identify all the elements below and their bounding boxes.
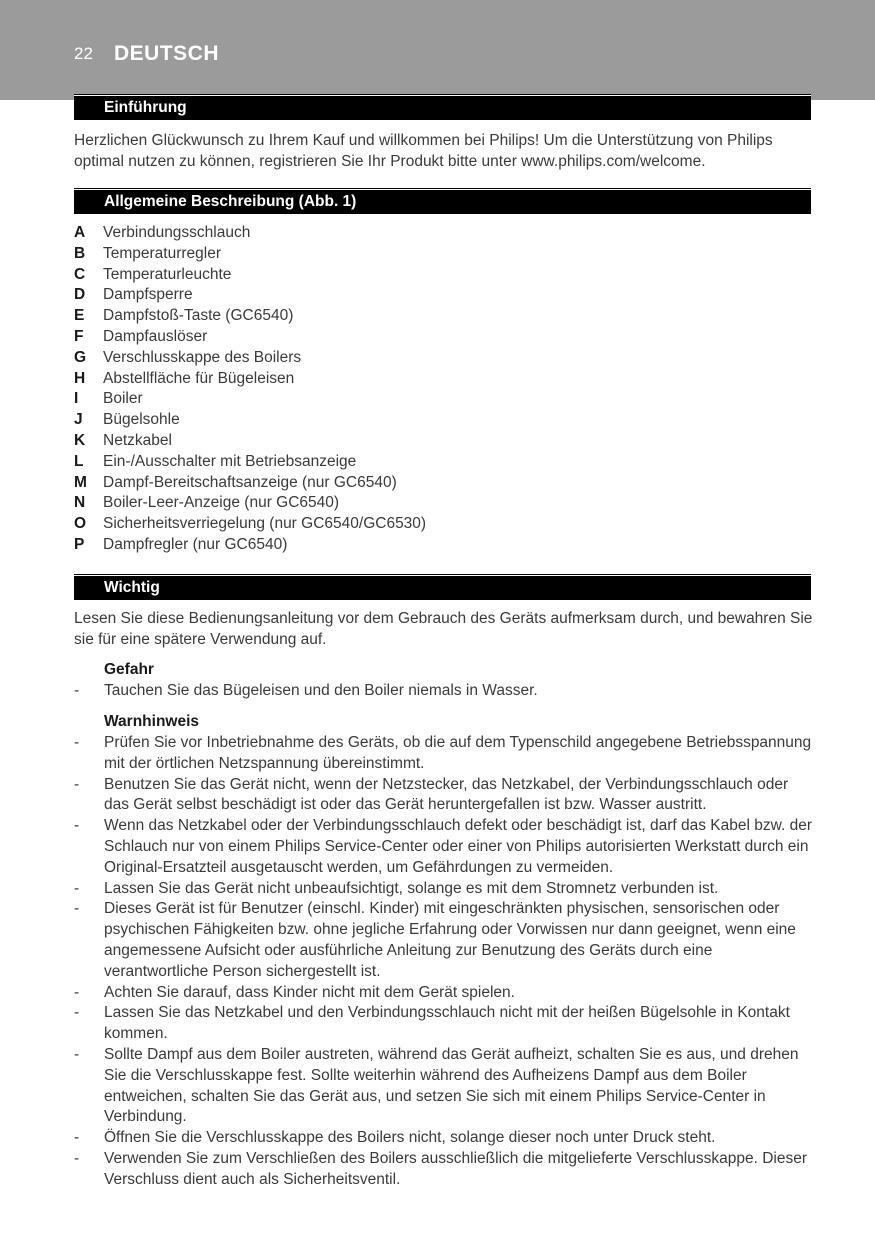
part-item — [74, 389, 774, 410]
part-label: Bügelsohle — [103, 411, 180, 429]
part-letter: C — [74, 265, 86, 283]
part-label: Boiler — [103, 390, 143, 408]
part-item — [74, 327, 774, 348]
section-intro-title: Einführung — [104, 99, 187, 116]
important-paragraph: Lesen Sie diese Bedienungsanleitung vor dem Gebrauch des Geräts aufmerksam durch, und bewahren Sie sie für eine spätere Verwendung auf. — [74, 610, 813, 648]
bullet-marker: - — [74, 775, 80, 793]
part-letter: P — [74, 535, 85, 553]
part-item — [74, 410, 774, 431]
part-item — [74, 473, 774, 494]
bullet-item — [74, 816, 814, 878]
part-item — [74, 265, 774, 286]
bullet-item — [74, 1149, 814, 1191]
part-label: Temperaturregler — [103, 244, 222, 262]
danger-list — [74, 681, 814, 702]
warning-heading: Warnhinweis — [104, 713, 200, 730]
part-label: Verbindungsschlauch — [103, 224, 251, 241]
part-label: Verschlusskappe des Boilers — [103, 348, 302, 366]
part-item — [74, 348, 774, 369]
part-item — [74, 306, 774, 327]
bullet-item — [74, 775, 814, 817]
bullet-marker: - — [74, 682, 80, 699]
part-letter: A — [74, 224, 86, 241]
intro-paragraph: Herzlichen Glückwunsch zu Ihrem Kauf und willkommen bei Philips! Um die Unterstützung von Philips optimal nutzen zu können, registrieren Sie Ihr Produkt bitte unter www.philips.com/welcome. — [74, 132, 773, 170]
bullet-item — [74, 733, 814, 775]
part-label: Dampfsperre — [103, 286, 193, 304]
danger-heading: Gefahr — [104, 661, 154, 678]
bullet-text: Benutzen Sie das Gerät nicht, wenn der Netzstecker, das Netzkabel, der Verbindungsschlauch oder das Gerät selbst beschädigt ist oder das Gerät heruntergefallen ist bzw. Wasser austritt. — [104, 775, 789, 814]
part-item — [74, 431, 774, 452]
part-label: Temperaturleuchte — [103, 265, 232, 283]
bullet-text: Tauchen Sie das Bügeleisen und den Boiler niemals in Wasser. — [104, 682, 538, 699]
part-label: Abstellfläche für Bügeleisen — [103, 369, 295, 387]
part-item — [74, 514, 774, 535]
part-letter: G — [74, 348, 87, 366]
bullet-text: Öffnen Sie die Verschlusskappe des Boilers nicht, solange dieser noch unter Druck steht. — [104, 1129, 716, 1147]
bullet-text: Achten Sie darauf, dass Kinder nicht mit dem Gerät spielen. — [104, 983, 515, 1001]
part-letter: B — [74, 244, 86, 262]
bullet-marker: - — [74, 1149, 80, 1167]
bullet-text: Lassen Sie das Gerät nicht unbeaufsichtigt, solange es mit dem Stromnetz verbunden ist. — [104, 879, 719, 897]
part-item — [74, 223, 774, 244]
bullet-item — [74, 1045, 814, 1128]
bullet-marker: - — [74, 1045, 80, 1063]
part-letter: L — [74, 452, 84, 470]
part-letter: M — [74, 473, 87, 491]
bullet-text: Dieses Gerät ist für Benutzer (einschl. Kinder) mit eingeschränkten physischen, sensorischen oder psychischen Fähigkeiten bzw. ohne jegliche Erfahrung oder Vorwissen nur dann geeignet, wenn eine angemessene Aufsicht oder ausführliche Anleitung zur Benutzung des Geräts durch eine verantwortliche Person sichergestellt ist. — [104, 900, 796, 980]
bullet-marker: - — [74, 1004, 80, 1022]
bullet-text: Sollte Dampf aus dem Boiler austreten, während das Gerät aufheizt, schalten Sie es aus, und drehen Sie die Verschlusskappe fest. Sollte weiterhin während des Aufheizens Dampf aus dem Boiler entweichen, schalten Sie das Gerät aus, und setzen Sie sich mit einem Philips Service-Center in Verbindung. — [104, 1045, 799, 1126]
page-number: 22 — [74, 44, 93, 63]
part-letter: H — [74, 369, 86, 387]
part-letter: E — [74, 307, 85, 325]
parts-list — [74, 223, 774, 556]
bullet-text: Verwenden Sie zum Verschließen des Boilers ausschließlich die mitgelieferte Verschlusskappe. Dieser Verschluss dient auch als Sicherheitsventil. — [104, 1149, 808, 1188]
section-intro-bar — [74, 95, 811, 120]
part-letter: K — [74, 431, 86, 449]
part-letter: D — [74, 286, 86, 304]
bullet-marker: - — [74, 817, 80, 835]
part-letter: F — [74, 327, 84, 345]
warning-list — [74, 733, 814, 1191]
section-description-bar — [74, 189, 811, 214]
bullet-item — [74, 983, 814, 1004]
part-label: Dampfstoß-Taste (GC6540) — [103, 307, 294, 325]
page-header-band — [0, 0, 875, 100]
part-letter: J — [74, 411, 83, 429]
part-item — [74, 535, 774, 556]
part-label: Dampfauslöser — [103, 327, 208, 345]
part-label: Dampfregler (nur GC6540) — [103, 535, 288, 553]
bullet-marker: - — [74, 983, 80, 1001]
part-item — [74, 452, 774, 473]
language-heading: DEUTSCH — [114, 42, 220, 65]
bullet-item — [74, 899, 814, 982]
bullet-marker: - — [74, 900, 80, 918]
bullet-item — [74, 1003, 814, 1045]
part-label: Boiler-Leer-Anzeige (nur GC6540) — [103, 494, 340, 512]
bullet-marker: - — [74, 734, 80, 751]
bullet-marker: - — [74, 879, 80, 897]
bullet-text: Prüfen Sie vor Inbetriebnahme des Geräts, ob die auf dem Typenschild angegebene Betriebsspannung mit der örtlichen Netzspannung übereinstimmt. — [104, 734, 812, 772]
part-label: Netzkabel — [103, 431, 172, 449]
part-label: Ein-/Ausschalter mit Betriebsanzeige — [103, 452, 357, 470]
bullet-item — [74, 879, 814, 900]
part-item — [74, 285, 774, 306]
bullet-marker: - — [74, 1129, 80, 1147]
section-important-bar — [74, 575, 811, 600]
part-item — [74, 244, 774, 265]
part-label: Sicherheitsverriegelung (nur GC6540/GC6530) — [103, 515, 427, 533]
bullet-text: Lassen Sie das Netzkabel und den Verbindungsschlauch nicht mit der heißen Bügelsohle in Kontakt kommen. — [104, 1004, 790, 1043]
part-label: Dampf-Bereitschaftsanzeige (nur GC6540) — [103, 473, 397, 491]
section-important-title: Wichtig — [104, 579, 160, 596]
bullet-item — [74, 681, 814, 702]
part-letter: N — [74, 494, 86, 512]
part-letter: O — [74, 515, 87, 533]
part-letter: I — [74, 390, 79, 408]
part-item — [74, 369, 774, 390]
part-item — [74, 493, 774, 514]
bullet-text: Wenn das Netzkabel oder der Verbindungsschlauch defekt oder beschädigt ist, darf das Kabel bzw. der Schlauch nur von einem Philips Service-Center oder einer von Philips autorisierten Werkstatt durch ein Original-Ersatzteil ausgetauscht werden, um Gefährdungen zu vermeiden. — [104, 817, 812, 876]
section-description-title: Allgemeine Beschreibung (Abb. 1) — [104, 193, 357, 210]
bullet-item — [74, 1128, 814, 1149]
